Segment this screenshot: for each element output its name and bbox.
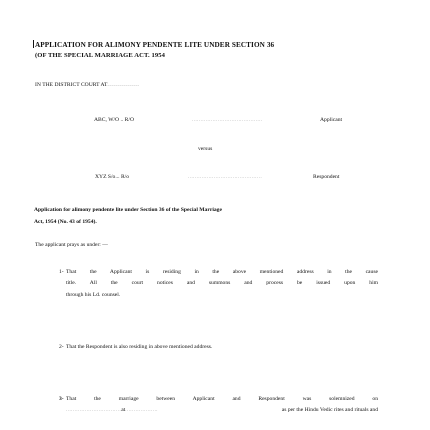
court-line: IN THE DISTRICT COURT AT................ xyxy=(35,82,140,88)
document-title-line-1: APPLICATION FOR ALIMONY PENDENTE LITE UNDER SECTION 36 xyxy=(35,41,275,49)
document-title-line-2: (OF THE SPECIAL MARRIAGE ACT. 1954 xyxy=(35,52,166,59)
application-heading-line-1: Application for alimony pendente lite under Section 36 of the Special Marriage xyxy=(34,207,222,213)
respondent-dots: ........................................... xyxy=(188,174,263,179)
para-3-line-1: That the marriage between Applicant and Respondent was solemnized on xyxy=(66,396,378,402)
respondent-role: Respondent xyxy=(313,174,340,180)
para-1-line-2: title. All the court notices and summons and process be issued upon him xyxy=(66,280,378,286)
applicant-dots: ......................................... xyxy=(192,117,263,122)
text-cursor xyxy=(33,40,34,48)
applicant-name: ABC, W/O .. R/O xyxy=(94,117,134,123)
para-1-line-3: through his Ld. counsel. xyxy=(66,292,121,298)
para-3-line-2: ................................at................... as per the Hindu Vedic rites and rituals and xyxy=(66,407,378,413)
application-heading-line-2: Act, 1954 (No. 43 of 1954). xyxy=(34,219,97,225)
para-3-number: 3- xyxy=(59,396,64,402)
para-2-text: That the Respondent is also residing in above mentioned address. xyxy=(66,344,213,350)
applicant-role: Applicant xyxy=(320,117,343,123)
para-1-line-1: That the Applicant is residing in the above mentioned address in the cause xyxy=(66,269,378,275)
para-2-number: 2- xyxy=(59,344,64,350)
prays-line: The applicant prays as under: — xyxy=(35,242,108,248)
para-1-number: 1- xyxy=(59,269,64,275)
respondent-name: XYZ S/o... R/o xyxy=(95,174,130,180)
versus-label: versus xyxy=(198,146,213,152)
